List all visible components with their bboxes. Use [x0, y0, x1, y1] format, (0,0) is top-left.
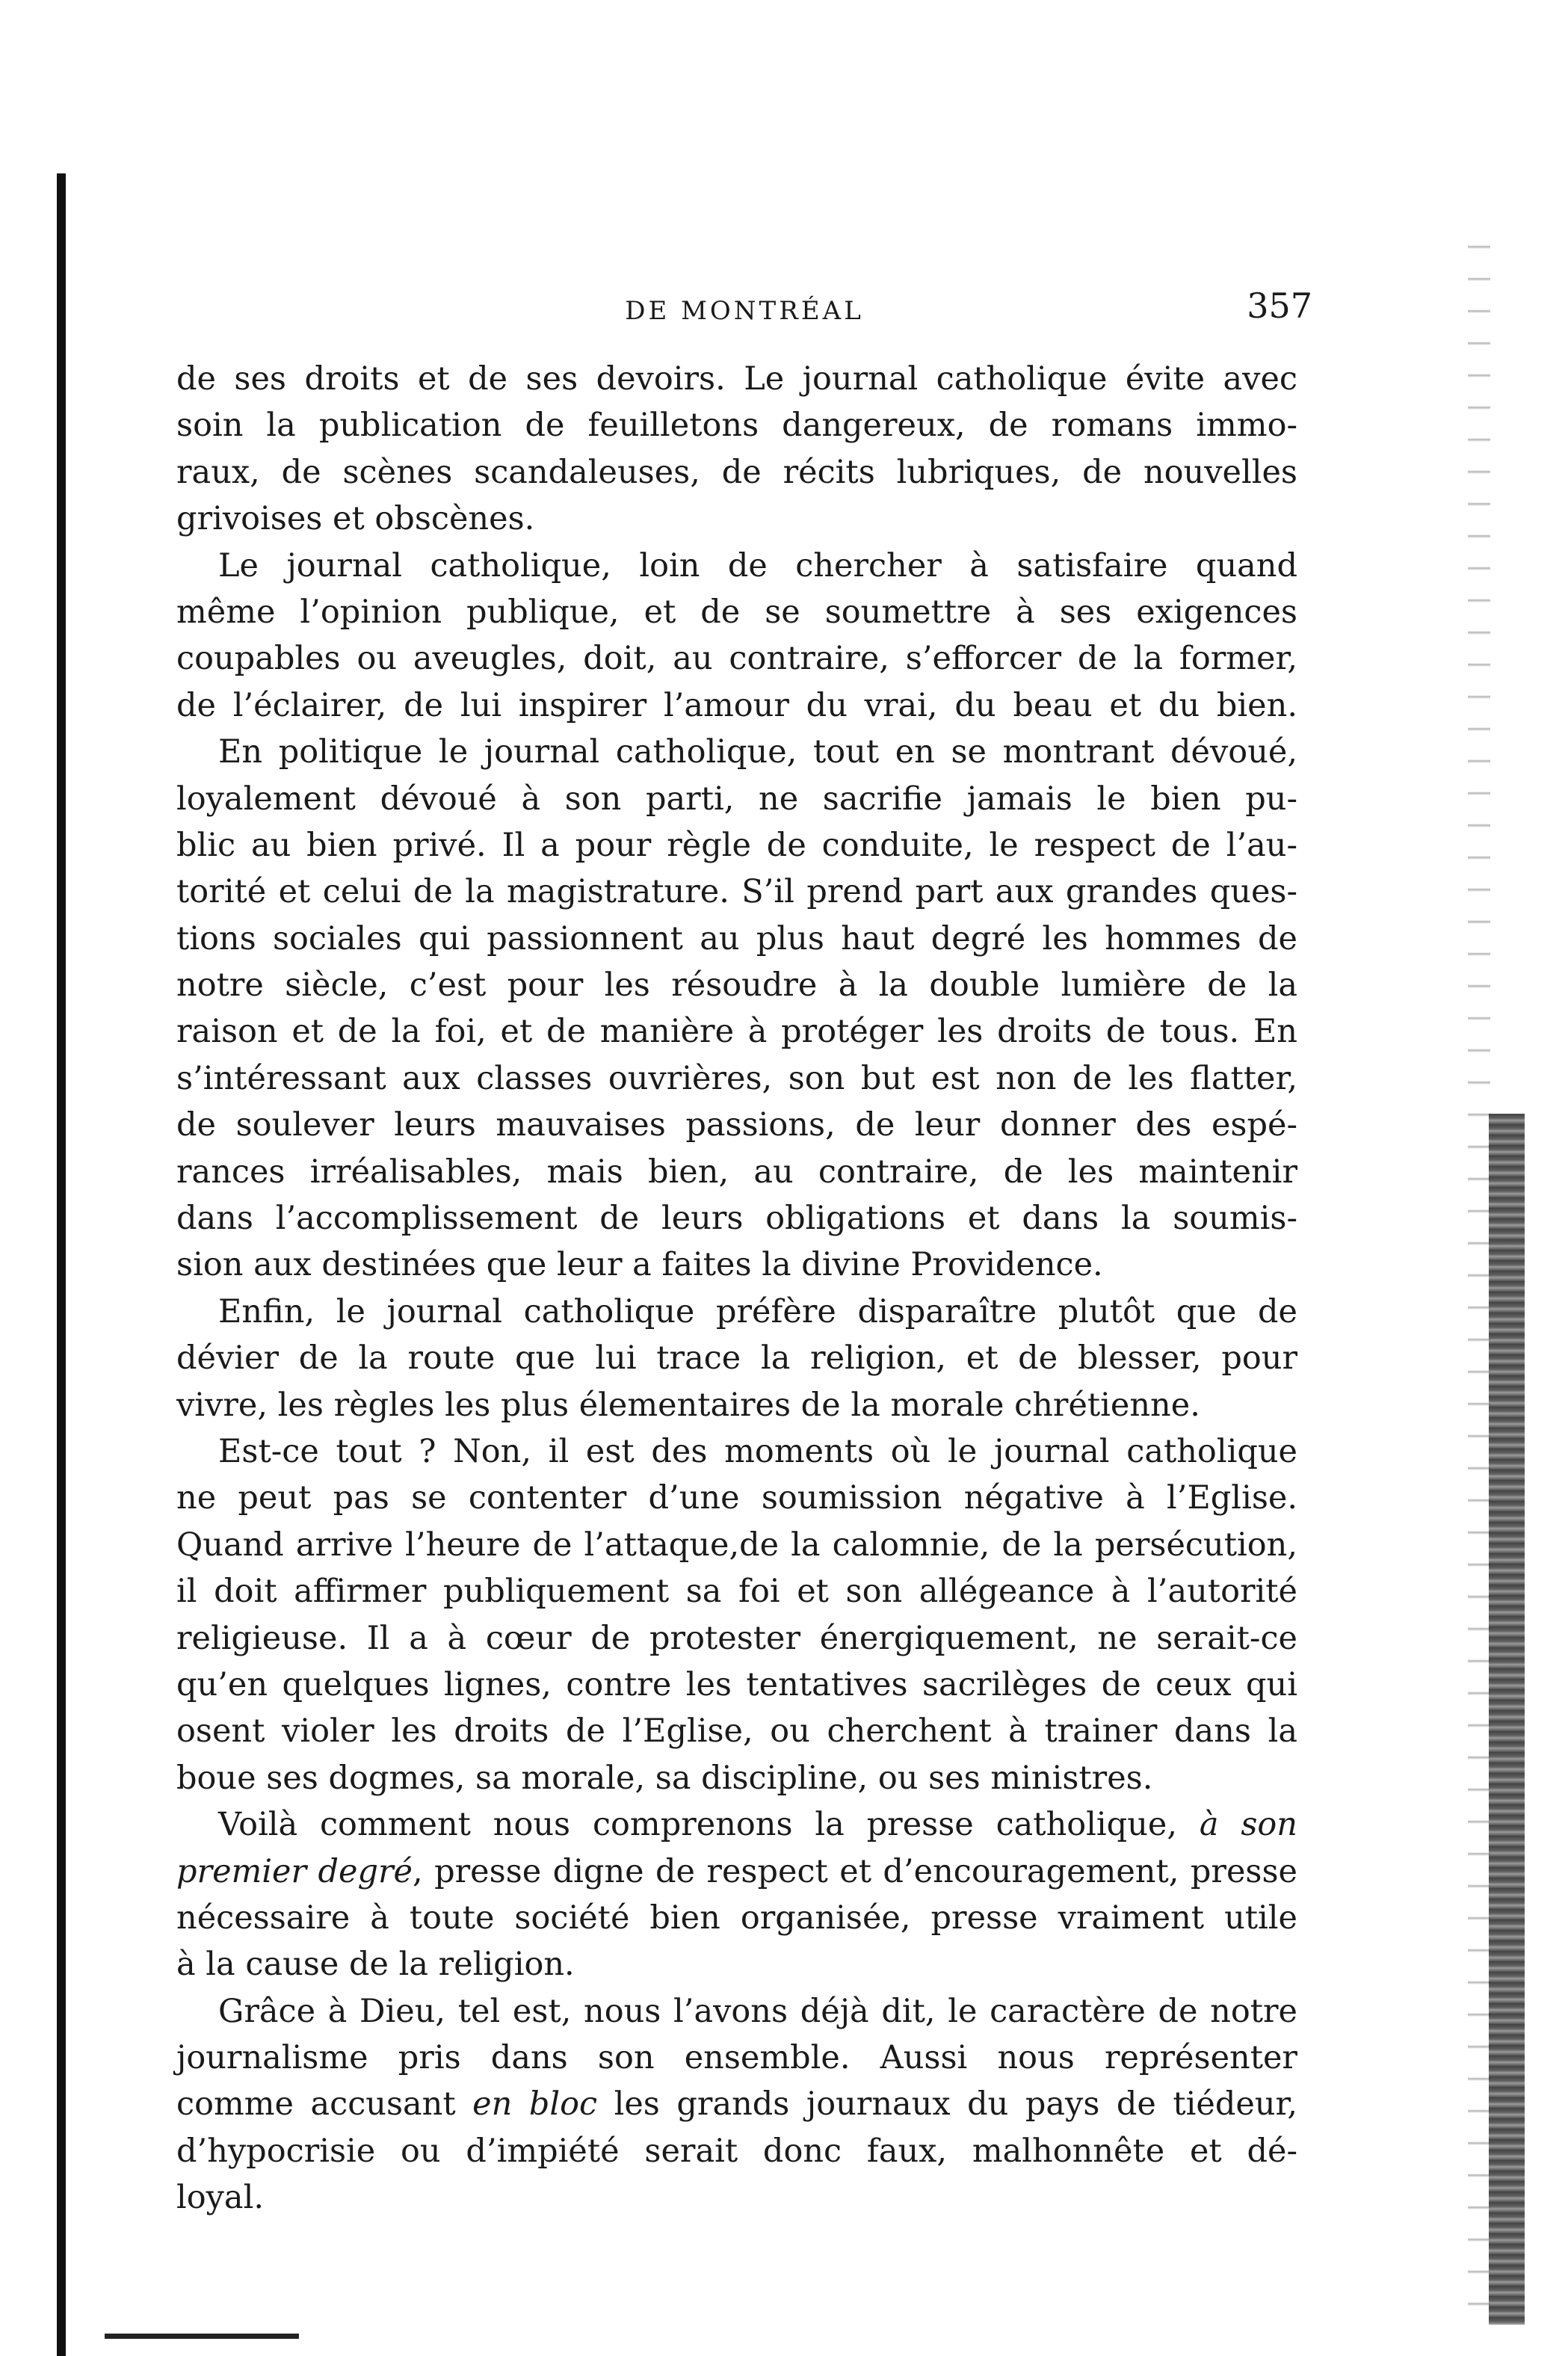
edge-shade	[1489, 1114, 1525, 2325]
text-line: sion aux destinées que leur a faites la divine Providence.	[176, 1246, 1103, 1284]
text-line	[176, 2081, 1297, 2127]
text-line: de l’éclairer, de lui inspirer l’amour du vrai, du beau et du bien.	[176, 686, 1297, 724]
text-line: raux, de scènes scandaleuses, de récits lubriques, de nouvelles	[176, 453, 1297, 491]
text-line: coupables ou aveugles, doit, au contraire, s’efforcer de la former,	[176, 640, 1297, 678]
edge-specks	[1468, 217, 1490, 2325]
bottom-rule	[105, 2334, 299, 2339]
page-text	[176, 356, 1297, 2221]
text-line: vivre, les règles les plus élementaires de la morale chrétienne.	[176, 1386, 1200, 1424]
italic-run: en bloc	[472, 2085, 598, 2124]
text-line: il doit affirmer publiquement sa foi et son allégeance à l’autorité	[176, 1573, 1297, 1611]
text-line: notre siècle, c’est pour les résoudre à la double lumière de la	[176, 966, 1297, 1005]
text-line: Est-ce tout ? Non, il est des moments où le journal catholique	[218, 1432, 1297, 1470]
italic-run: à son	[1199, 1806, 1297, 1844]
text-line: soin la publication de feuilletons dangereux, de romans immo-	[176, 407, 1297, 445]
text-line: loyalement dévoué à son parti, ne sacrifie jamais le bien pu-	[176, 780, 1297, 818]
running-title: DE MONTRÉAL	[625, 296, 864, 326]
text-line: grivoises et obscènes.	[176, 500, 535, 538]
text-line: qu’en quelques lignes, contre les tentatives sacrilèges de ceux qui	[176, 1665, 1297, 1703]
text-line: s’intéressant aux classes ouvrières, son but est non de les flatter,	[176, 1059, 1297, 1097]
text-line: Le journal catholique, loin de chercher à satisfaire quand	[218, 546, 1297, 585]
text-line: dans l’accomplissement de leurs obligations et dans la soumis-	[176, 1200, 1297, 1238]
page-edge-shadow	[1465, 217, 1525, 2325]
text-line: En politique le journal catholique, tout en se montrant dévoué,	[218, 733, 1297, 771]
text-line: journalisme pris dans son ensemble. Aussi nous représenter	[176, 2039, 1297, 2077]
text-line: Enfin, le journal catholique préfère disparaître plutôt que de	[218, 1292, 1297, 1330]
text-line	[176, 1801, 1297, 1848]
text-line: de ses droits et de ses devoirs. Le journal catholique évite avec	[176, 360, 1297, 398]
text-line: dévier de la route que lui trace la religion, et de blesser, pour	[176, 1339, 1297, 1378]
text-line: de soulever leurs mauvaises passions, de leur donner des espé-	[176, 1106, 1297, 1144]
text-line: à la cause de la religion.	[176, 1946, 575, 1984]
text-line: torité et celui de la magistrature. S’il prend part aux grandes ques-	[176, 873, 1297, 911]
text-line: rances irréalisables, mais bien, au contraire, de les maintenir	[176, 1153, 1297, 1191]
text-line: ne peut pas se contenter d’une soumission négative à l’Eglise.	[176, 1479, 1297, 1517]
text-line: tions sociales qui passionnent au plus haut degré les hommes de	[176, 919, 1297, 957]
text-line: osent violer les droits de l’Eglise, ou cherchent à trainer dans la	[176, 1712, 1297, 1751]
text-line: religieuse. Il a à cœur de protester énergiquement, ne serait-ce	[176, 1619, 1297, 1657]
italic-run: premier degré	[176, 1852, 413, 1890]
text-line: d’hypocrisie ou d’impiété serait donc faux, malhonnête et dé-	[176, 2132, 1297, 2170]
text-line	[176, 1848, 1297, 1895]
text-line: Quand arrive l’heure de l’attaque,de la calomnie, de la persécution,	[176, 1526, 1297, 1564]
text-line: raison et de la foi, et de manière à protéger les droits de tous. En	[176, 1013, 1297, 1051]
text-line: nécessaire à toute société bien organisée, presse vraiment utile	[176, 1899, 1297, 1937]
running-header	[176, 284, 1312, 336]
text-line: blic au bien privé. Il a pour règle de conduite, le respect de l’au-	[176, 826, 1297, 864]
binding-edge	[57, 173, 66, 2356]
text-line: boue ses dogmes, sa morale, sa discipline, ou ses ministres.	[176, 1759, 1153, 1797]
text-line: Grâce à Dieu, tel est, nous l’avons déjà dit, le caractère de notre	[218, 1992, 1297, 2030]
page-number: 357	[1247, 286, 1312, 326]
text-run: les grands journaux du pays de tiédeur,	[614, 2085, 1298, 2124]
text-run: , presse digne de respect et d’encouragement, presse	[413, 1852, 1297, 1890]
text-line: loyal.	[176, 2179, 264, 2217]
text-run: Voilà comment nous comprenons la presse catholique,	[218, 1806, 1178, 1844]
text-run: comme accusant	[176, 2085, 456, 2124]
text-line: même l’opinion publique, et de se soumettre à ses exigences	[176, 593, 1297, 631]
